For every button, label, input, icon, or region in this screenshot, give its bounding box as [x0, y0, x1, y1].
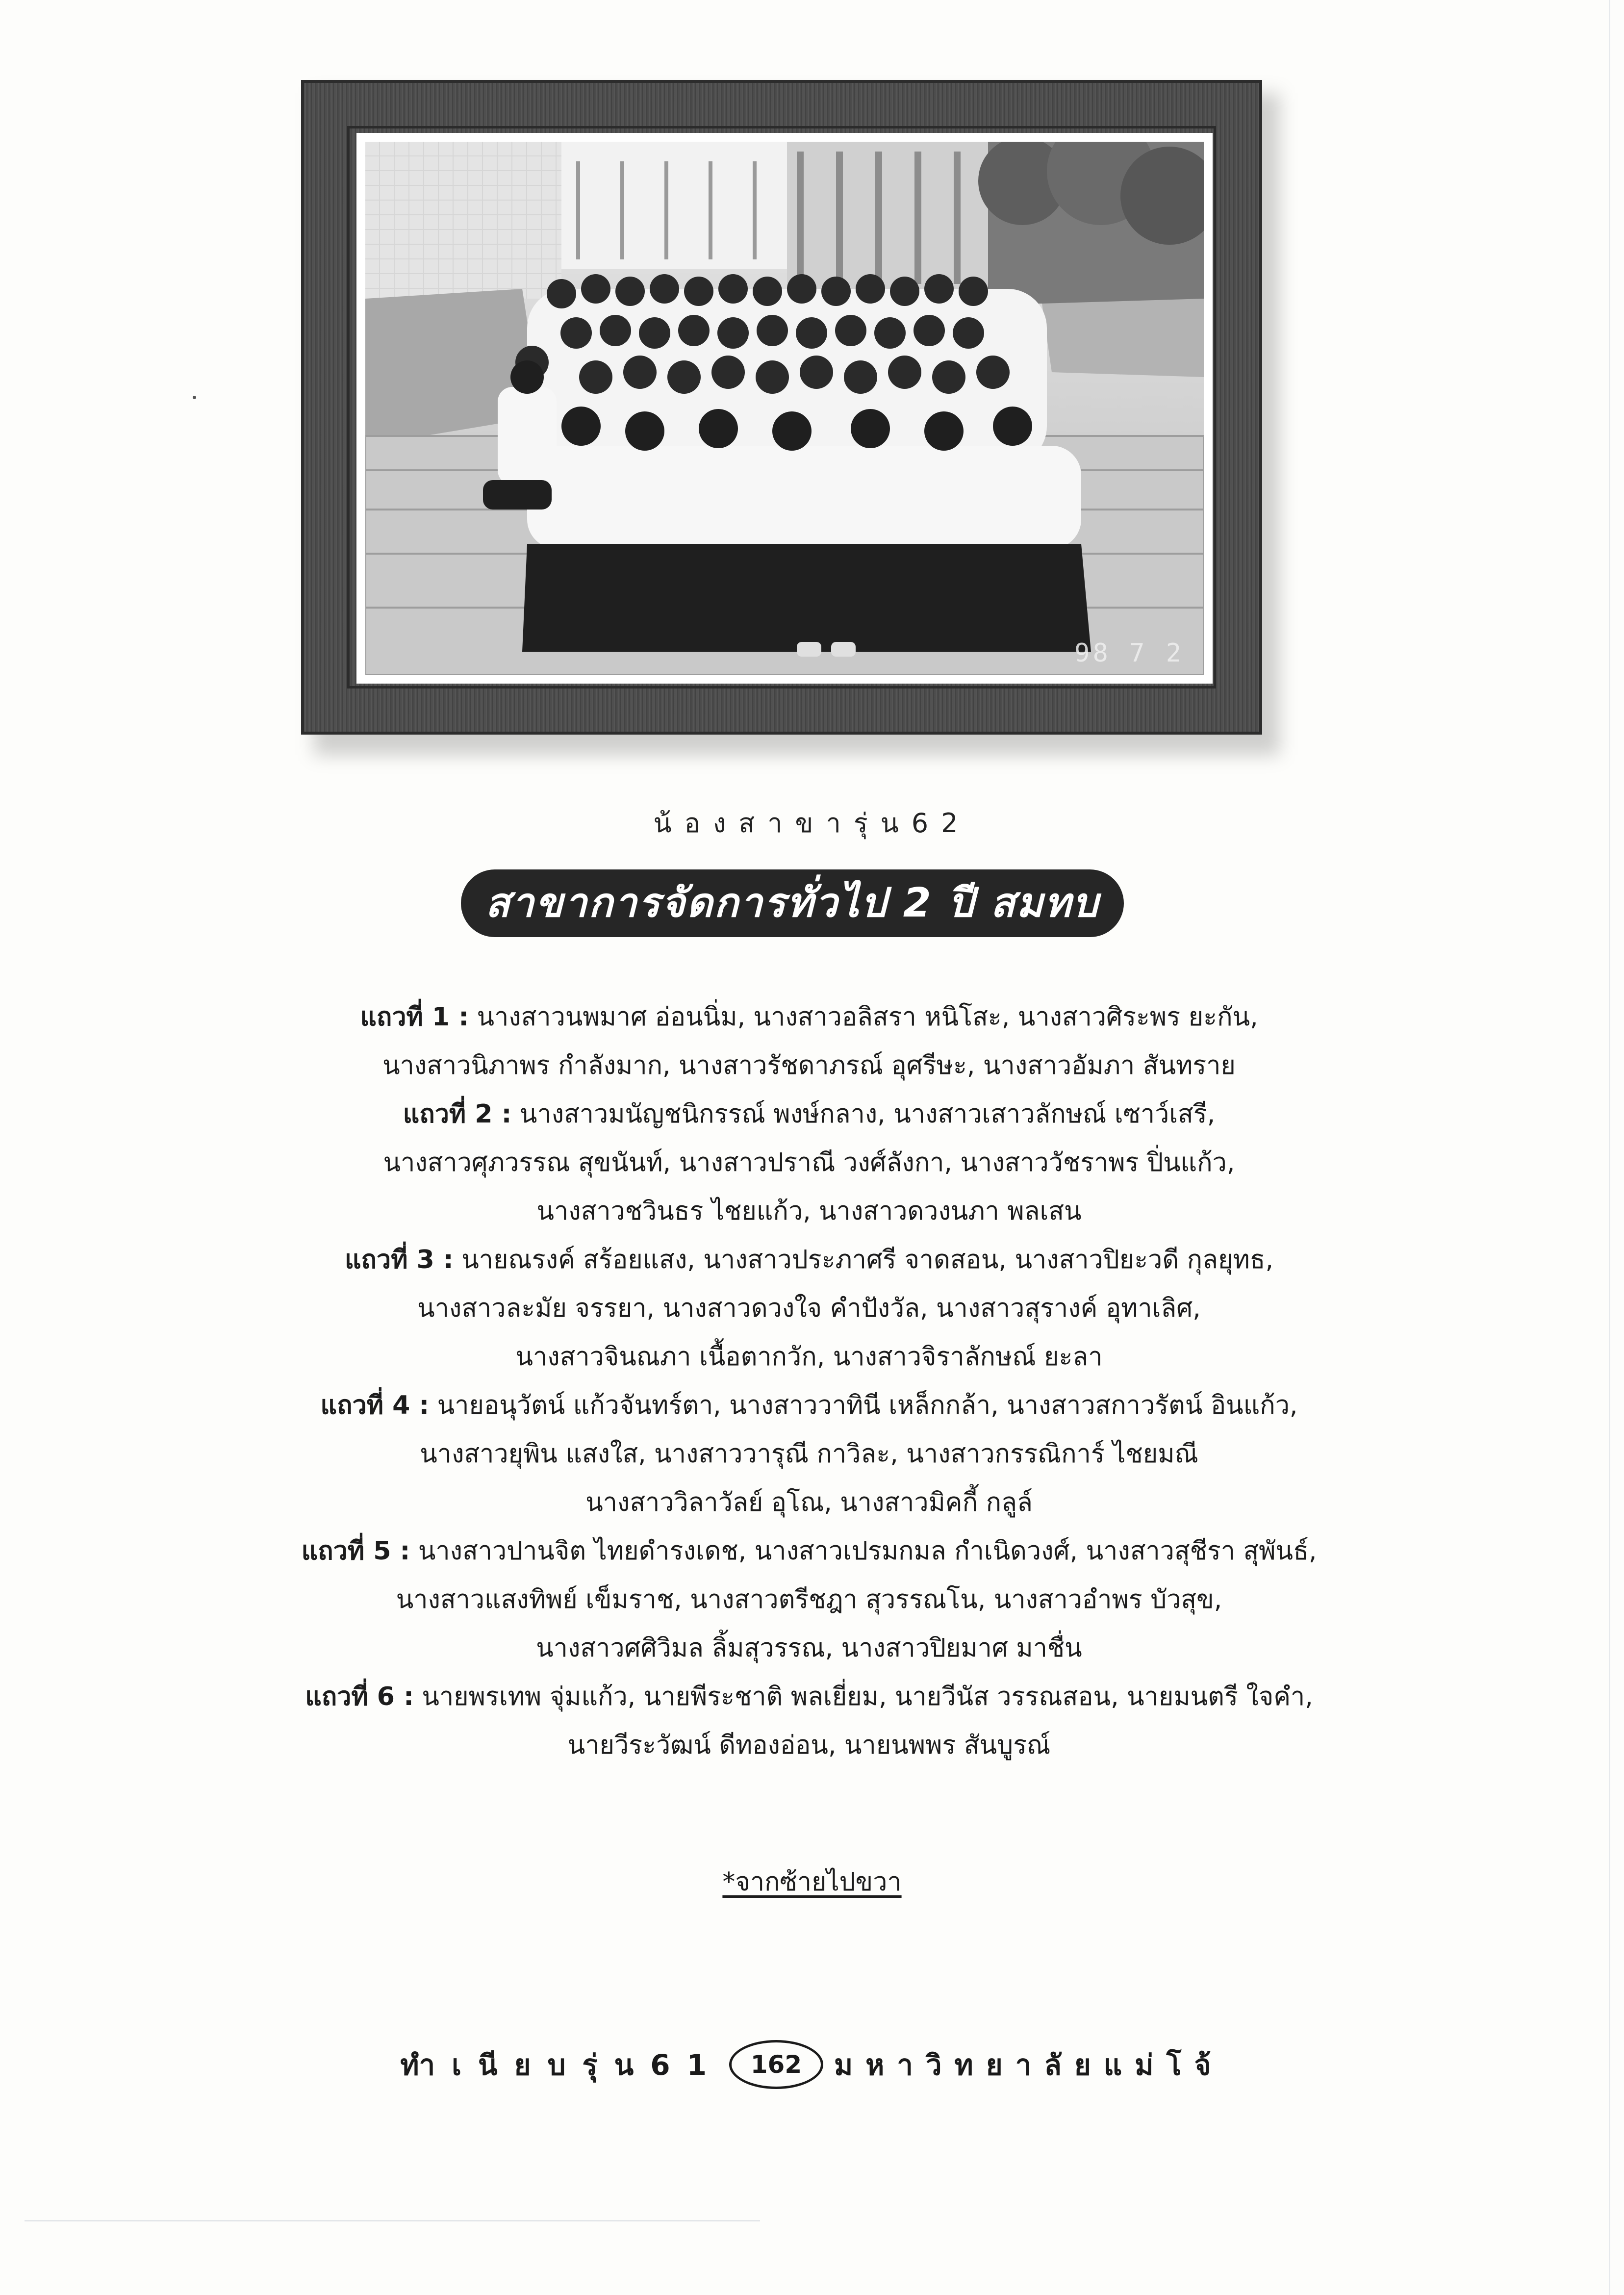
roster-line [147, 1381, 1471, 1430]
roster-line [147, 1721, 1471, 1770]
row-names: นางสาวนิภาพร กำลังมาก, นางสาวรัชดาภรณ์ อุศรีษะ, นางสาวอัมภา สันทราย [382, 1051, 1236, 1080]
roster-line [147, 1673, 1471, 1721]
row-label: แถวที่ 5 : [301, 1536, 410, 1566]
row-label: แถวที่ 2 : [403, 1099, 512, 1129]
row-names: นางสาวจินณภา เนื้อตากวัก, นางสาวจิราลักษณ์ ยะลา [515, 1342, 1103, 1372]
roster-line [147, 993, 1471, 1042]
roster-line [147, 1090, 1471, 1139]
row-names: นางสาวศุภวรรณ สุขนันท์, นางสาวปราณี วงศ์ลังกา, นางสาววัชราพร ปิ่นแก้ว, [383, 1148, 1235, 1177]
roster-line [147, 1479, 1471, 1527]
row-names: นางสาวมนัญชนิกรรณ์ พงษ์กลาง, นางสาวเสาวลักษณ์ เซาว์เสรี, [511, 1099, 1216, 1129]
photo-frame [301, 80, 1262, 735]
roster-line [147, 1284, 1471, 1333]
footer-university-name: มหาวิทยาลัยแม่โจ้ [834, 2048, 1224, 2082]
row-names: นางสาวศศิวิมล ลิ้มสุวรรณ, นางสาวปิยมาศ มาชื่น [536, 1633, 1082, 1663]
roster-line [147, 1139, 1471, 1187]
row-label: แถวที่ 1 : [360, 1002, 469, 1032]
roster-line [147, 1236, 1471, 1284]
name-roster [147, 993, 1471, 1770]
row-names: นางสาวปานจิต ไทยดำรงเดช, นางสาวเปรมกมล กำเนิดวงศ์, นางสาวสุชีรา สุพันธ์, [410, 1536, 1317, 1566]
roster-line [147, 1333, 1471, 1381]
roster-line [147, 1187, 1471, 1236]
scan-speck [193, 396, 196, 399]
section-banner-title: สาขาการจัดการทั่วไป 2 ปี สมทบ [461, 869, 1124, 937]
photo-mat [356, 133, 1213, 684]
page-number-badge: 162 [729, 2040, 823, 2089]
roster-line [147, 1576, 1471, 1624]
page-footer [0, 2038, 1624, 2091]
row-names: นายพรเทพ จุ่มแก้ว, นายพีระชาติ พลเยี่ยม, นายวีนัส วรรณสอน, นายมนตรี ใจคำ, [413, 1682, 1313, 1711]
row-names: นางสาวแสงทิพย์ เข็มราช, นางสาวตรีชฎา สุวรรณโน, นางสาวอำพร บัวสุข, [396, 1585, 1222, 1614]
row-names: นางสาวละมัย จรรยา, นางสาวดวงใจ คำปังวัล, นางสาวสุรางค์ อุทาเลิศ, [417, 1294, 1201, 1323]
row-names: นายวีระวัฒน์ ดีทองอ่อน, นายนพพร สันบูรณ์ [567, 1731, 1051, 1760]
row-label: แถวที่ 4 : [320, 1391, 430, 1420]
footer-yearbook-title: ทำเนียบรุ่น61 [400, 2048, 723, 2082]
row-names: นางสาววิลาวัลย์ อุโณ, นางสาวมิคกี้ กลูล์ [585, 1488, 1033, 1517]
roster-line [147, 1527, 1471, 1576]
row-names: นางสาวยุพิน แสงใส, นางสาววารุณี กาวิละ, นางสาวกรรณิการ์ ไชยมณี [420, 1439, 1198, 1469]
ordering-note [0, 1861, 1624, 1902]
ordering-note-text: *จากซ้ายไปขวา [722, 1867, 902, 1897]
roster-line [147, 1624, 1471, 1673]
row-names: นายณรงค์ สร้อยแสง, นางสาวประภาศรี จาดสอน, นางสาวปิยะวดี กุลยุทธ, [453, 1245, 1273, 1275]
roster-line [147, 1042, 1471, 1090]
roster-line [147, 1430, 1471, 1479]
row-label: แถวที่ 3 : [345, 1245, 454, 1275]
group-photo-illustration [365, 142, 1204, 675]
row-names: นางสาวนพมาศ อ่อนนิ่ม, นางสาวอลิสรา หนิโสะ, นางสาวศิระพร ยะกัน, [469, 1002, 1258, 1032]
scan-edge [1609, 0, 1610, 2295]
section-subheading: น้องสาขารุ่น62 [653, 808, 971, 839]
row-names: นางสาวชวินธร ไชยแก้ว, นางสาวดวงนภา พลเสน [536, 1197, 1082, 1226]
row-names: นายอนุวัตน์ แก้วจันทร์ตา, นางสาววาทินี เหล็กกล้า, นางสาวสกาวรัตน์ อินแก้ว, [429, 1391, 1298, 1420]
group-photo [365, 142, 1204, 675]
photo-date-stamp: 98 7 2 [1074, 638, 1184, 668]
row-label: แถวที่ 6 : [305, 1682, 414, 1711]
scan-edge [25, 2220, 760, 2221]
